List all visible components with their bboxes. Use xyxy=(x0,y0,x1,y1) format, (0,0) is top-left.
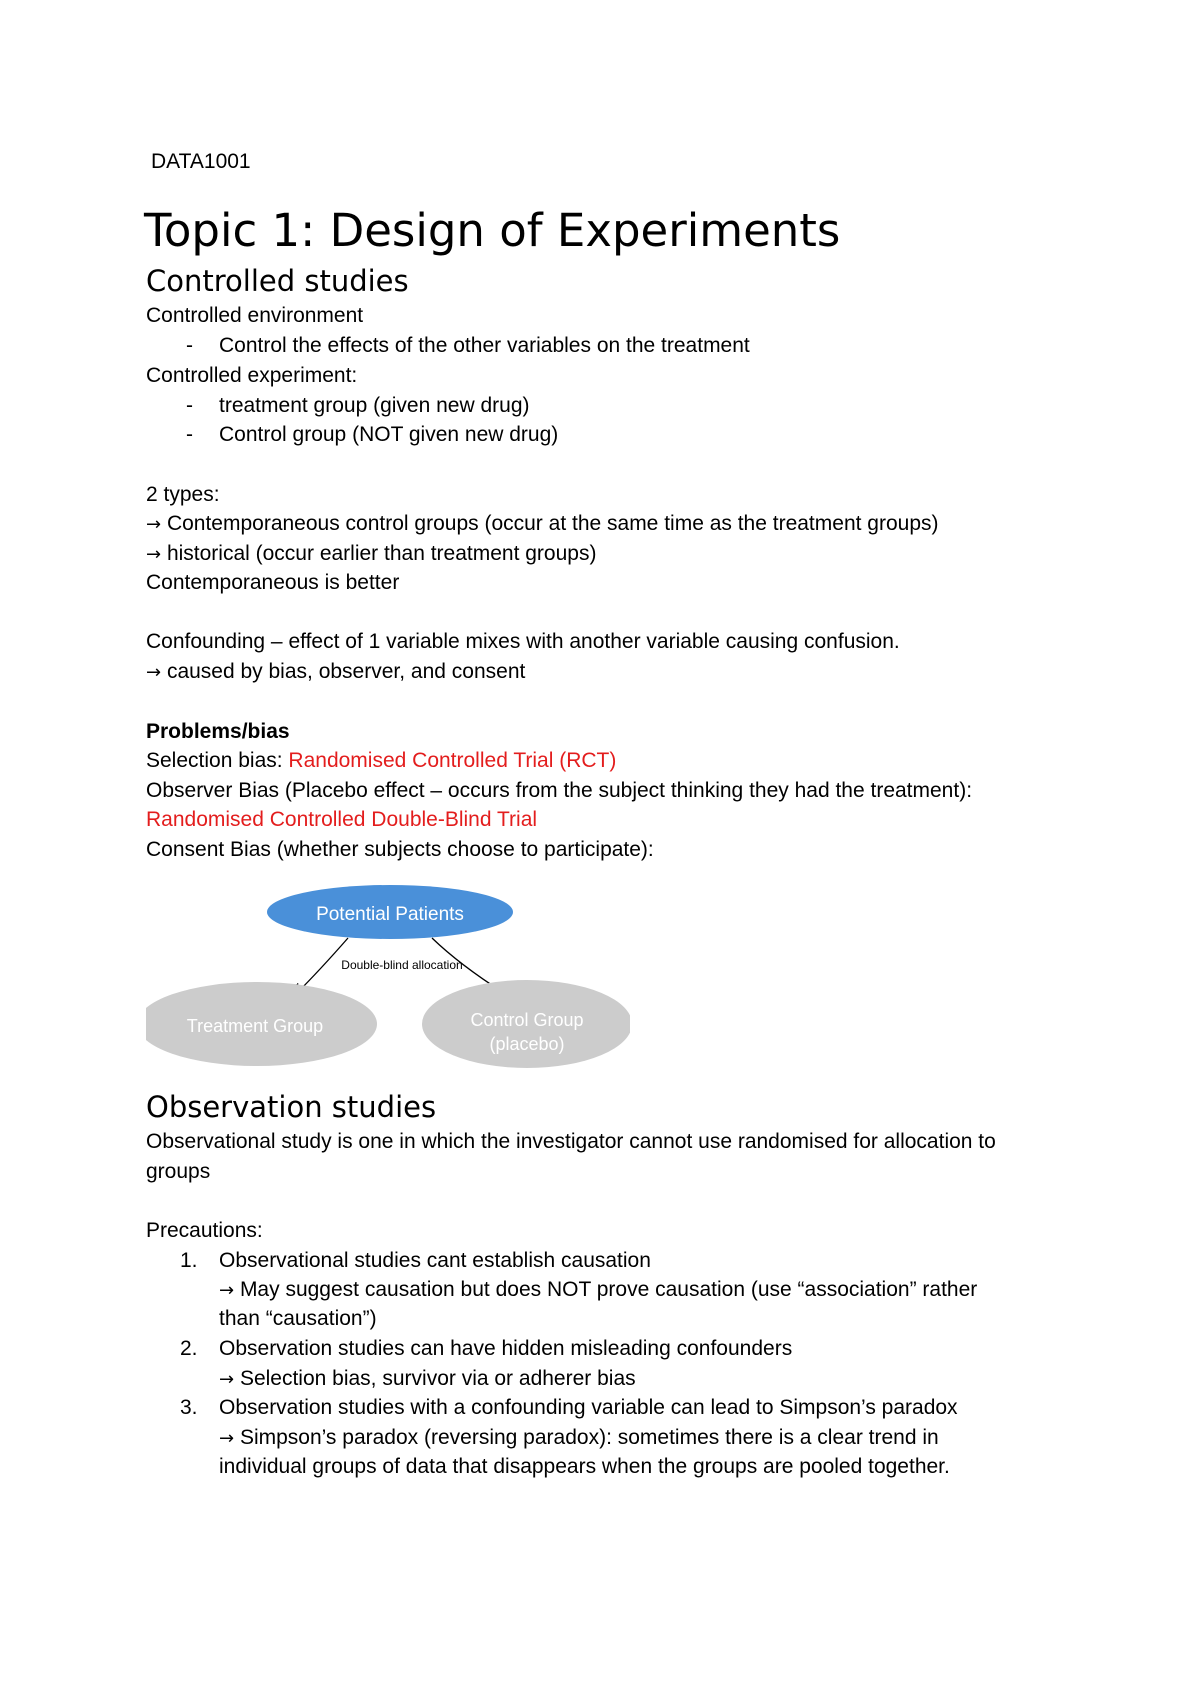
precaution-detail-3b: individual groups of data that disappears when the groups are pooled together. xyxy=(219,1455,950,1478)
exp-label: Controlled experiment: xyxy=(146,364,358,387)
section-heading-controlled: Controlled studies xyxy=(146,264,409,298)
precaution-detail-2 xyxy=(219,1365,636,1394)
edge-label: Double-blind allocation xyxy=(341,958,463,972)
dash-bullet: - xyxy=(186,423,193,446)
better-note: Contemporaneous is better xyxy=(146,571,400,594)
arrow-icon: → xyxy=(219,1280,235,1301)
page-title: Topic 1: Design of Experiments xyxy=(144,204,841,257)
precaution-detail-1 xyxy=(219,1276,977,1305)
confounding-definition: Confounding – effect of 1 variable mixes with another variable causing confusion. xyxy=(146,630,900,653)
arrow-icon: → xyxy=(146,514,162,535)
confounding-cause xyxy=(146,658,525,687)
dash-bullet: - xyxy=(186,334,193,357)
precaution-item-1: Observational studies cant establish causation xyxy=(219,1249,651,1272)
detail-text: Selection bias, survivor via or adherer bias xyxy=(239,1367,636,1390)
detail-text: Simpson’s paradox (reversing paradox): sometimes there is a clear trend in xyxy=(239,1426,939,1449)
precaution-item-3: Observation studies with a confounding variable can lead to Simpson’s paradox xyxy=(219,1396,958,1419)
section-heading-observation: Observation studies xyxy=(146,1090,437,1124)
list-number: 3. xyxy=(180,1396,198,1419)
precaution-detail-1b: than “causation”) xyxy=(219,1307,377,1330)
arrow-icon: → xyxy=(219,1369,235,1390)
clip-edge xyxy=(140,975,146,1075)
selection-bias xyxy=(146,747,616,775)
selection-label: Selection bias: xyxy=(146,749,289,772)
consent-bias: Consent Bias (whether subjects choose to participate): xyxy=(146,838,654,861)
env-bullet: Control the effects of the other variables on the treatment xyxy=(219,334,750,357)
observer-fix: Randomised Controlled Double-Blind Trial xyxy=(146,808,538,831)
selection-fix: Randomised Controlled Trial (RCT) xyxy=(288,749,617,772)
observation-definition-2: groups xyxy=(146,1160,211,1183)
types-label: 2 types: xyxy=(146,483,220,506)
type-text: historical (occur earlier than treatment groups) xyxy=(166,542,597,565)
arrow-icon: → xyxy=(146,662,162,683)
observation-definition-1: Observational study is one in which the investigator cannot use randomised for allocation to xyxy=(146,1130,996,1153)
course-code: DATA1001 xyxy=(151,150,251,173)
precaution-item-2: Observation studies can have hidden misleading confounders xyxy=(219,1337,793,1360)
exp-bullet-treatment: treatment group (given new drug) xyxy=(219,394,530,417)
allocation-diagram xyxy=(140,880,640,1085)
treatment-group-label: Treatment Group xyxy=(186,1016,324,1036)
cause-text: caused by bias, observer, and consent xyxy=(166,660,526,683)
clip-edge xyxy=(630,975,640,1075)
type-item-contemporaneous xyxy=(146,510,939,539)
problems-heading: Problems/bias xyxy=(146,720,290,743)
dash-bullet: - xyxy=(186,394,193,417)
observer-bias: Observer Bias (Placebo effect – occurs from the subject thinking they had the treatment): xyxy=(146,779,973,802)
list-number: 1. xyxy=(180,1249,198,1272)
type-item-historical xyxy=(146,540,596,569)
detail-text: May suggest causation but does NOT prove causation (use “association” rather xyxy=(239,1278,978,1301)
list-number: 2. xyxy=(180,1337,198,1360)
exp-bullet-control: Control group (NOT given new drug) xyxy=(219,423,559,446)
arrow-icon: → xyxy=(146,544,162,565)
env-label: Controlled environment xyxy=(146,304,364,327)
arrow-icon: → xyxy=(219,1428,235,1449)
precaution-detail-3 xyxy=(219,1424,939,1453)
control-group-label-1: Control Group xyxy=(470,1010,584,1030)
precautions-label: Precautions: xyxy=(146,1219,263,1242)
control-group-label-2: (placebo) xyxy=(489,1034,565,1054)
type-text: Contemporaneous control groups (occur at the same time as the treatment groups) xyxy=(166,512,939,535)
potential-patients-label: Potential Patients xyxy=(316,904,464,925)
